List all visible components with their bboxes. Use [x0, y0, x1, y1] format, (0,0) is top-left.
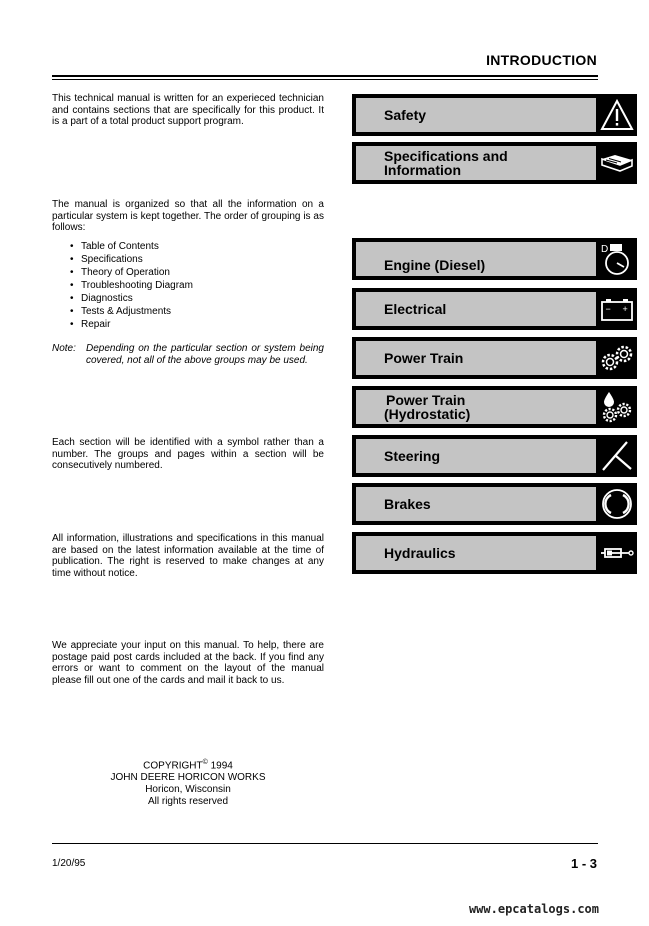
grouping-list [70, 240, 193, 331]
section-tab-electrical[interactable] [352, 288, 637, 330]
copyright-line [100, 757, 276, 772]
list-item: • Diagnostics [70, 292, 193, 305]
section-tab-steering[interactable] [352, 435, 637, 477]
steering-icon [600, 439, 634, 473]
section-tab-power-train-hydrostatic[interactable] [352, 386, 637, 428]
section-tab-label: Brakes [356, 487, 596, 521]
section-tab-label: Steering [356, 439, 596, 473]
svg-text:+: + [622, 304, 628, 314]
intro-paragraph-5: We appreciate your input on this manual. To help, there are postage paid post cards included at the back. If you find any errors or want to comment on the layout of the manual please fill out one of the cards and mail it back to us. [52, 640, 324, 686]
section-tab-label: Specifications and Information [356, 146, 596, 180]
section-tab-power-train[interactable] [352, 337, 637, 379]
section-tab-hydraulics[interactable] [352, 532, 637, 574]
brake-drum-icon [600, 487, 634, 521]
copyright-company: JOHN DEERE HORICON WORKS [110, 772, 266, 784]
list-item: • Tests & Adjustments [70, 305, 193, 318]
copyright-rights: All rights reserved [147, 796, 229, 808]
section-tab-specifications[interactable] [352, 142, 637, 184]
open-book-icon [600, 146, 634, 180]
copyright-symbol: © [202, 759, 208, 766]
header-rule-thin [52, 79, 598, 80]
hydraulic-cylinder-icon [600, 536, 634, 570]
section-tab-brakes[interactable] [352, 483, 637, 525]
copyright-year: 1994 [207, 760, 233, 772]
section-tab-label: Engine (Diesel) [356, 242, 596, 276]
watermark: www.epcatalogs.com [468, 902, 599, 916]
intro-paragraph-4: All information, illustrations and specifications in this manual are based on the latest information available at the time of publication. The right is reserved to make changes at any time without notice. [52, 533, 324, 579]
page-number: 1 - 3 [570, 856, 597, 871]
section-tab-label: Power Train (Hydrostatic) [356, 390, 596, 424]
section-tab-engine-diesel[interactable] [352, 238, 637, 280]
warning-triangle-icon [600, 98, 634, 132]
footer-date: 1/20/95 [52, 858, 86, 869]
intro-paragraph-2: The manual is organized so that all the information on a particular system is kept together. The order of grouping is as follows: [52, 199, 324, 233]
section-tab-label: Electrical [356, 292, 596, 326]
copyright-location: Horicon, Wisconsin [145, 784, 231, 796]
gears-icon [600, 341, 634, 375]
intro-paragraph-3: Each section will be identified with a symbol rather than a number. The groups and pages within a section will be consecutively numbered. [52, 437, 324, 471]
list-item: • Troubleshooting Diagram [70, 279, 193, 292]
note-text: Depending on the particular section or system being covered, not all of the above groups may be used. [86, 343, 324, 366]
footer-rule [52, 843, 598, 844]
intro-paragraph-1: This technical manual is written for an experieced technician and contains sections that are specifically for this product. It is a part of a total product support program. [52, 93, 324, 127]
list-item: • Theory of Operation [70, 266, 193, 279]
list-item: • Specifications [70, 253, 193, 266]
section-tab-label: Hydraulics [356, 536, 596, 570]
svg-text:D: D [601, 244, 609, 255]
note-label: Note: [52, 343, 76, 354]
copyright-block [100, 757, 276, 808]
svg-text:−: − [605, 304, 611, 314]
list-item: • Table of Contents [70, 240, 193, 253]
diesel-engine-gauge-icon [600, 242, 634, 276]
page-header-title: INTRODUCTION [486, 52, 597, 68]
battery-icon [600, 292, 634, 326]
list-item: • Repair [70, 318, 193, 331]
note [52, 343, 324, 366]
header-rule [52, 75, 598, 77]
copyright-prefix: COPYRIGHT [143, 760, 203, 772]
section-tab-label: Power Train [356, 341, 596, 375]
section-tab-label: Safety [356, 98, 596, 132]
section-tab-safety[interactable] [352, 94, 637, 136]
hydrostatic-gears-icon [600, 390, 634, 424]
